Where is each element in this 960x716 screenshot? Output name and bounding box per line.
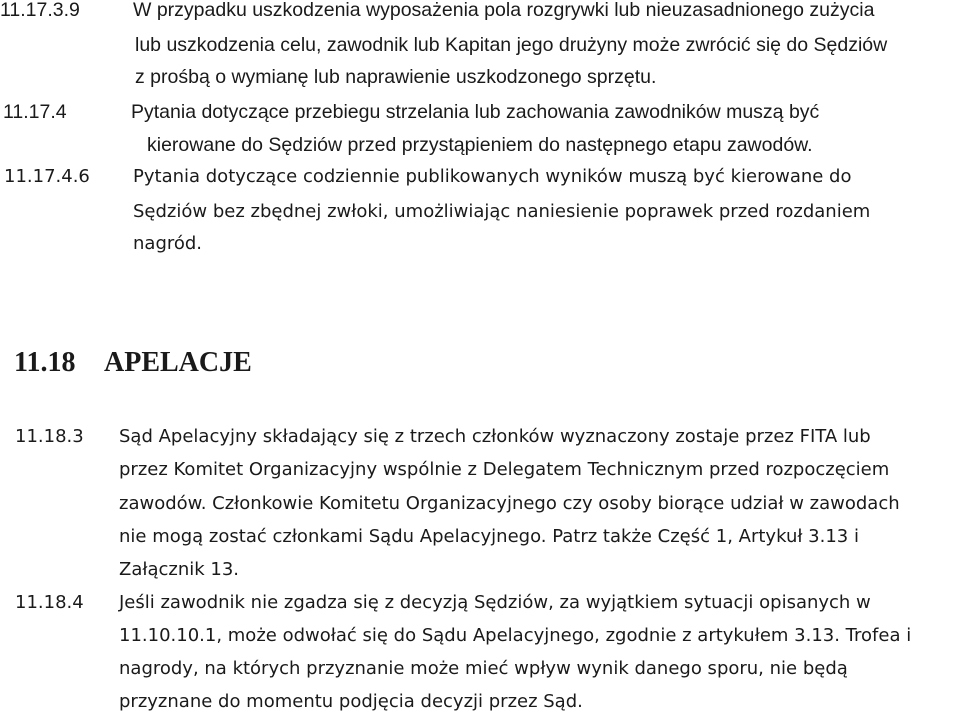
paragraph-line: nie mogą zostać członkami Sądu Apelacyjnego. Patrz także Część 1, Artykuł 3.13 i (119, 526, 859, 547)
paragraph-line: przyznane do momentu podjęcia decyzji przez Sąd. (119, 691, 583, 712)
paragraph-line: Pytania dotyczące codziennie publikowanych wyników muszą być kierowane do (133, 166, 852, 187)
section-heading-title: APELACJE (104, 347, 252, 378)
section-heading-number: 11.18 (14, 347, 76, 378)
paragraph-line: zawodów. Członkowie Komitetu Organizacyjnego czy osoby biorące udział w zawodach (119, 493, 900, 514)
section-number: 11.17.3.9 (0, 0, 80, 21)
paragraph-line: 11.10.10.1, może odwołać się do Sądu Apelacyjnego, zgodnie z artykułem 3.13. Trofea i (119, 625, 912, 646)
section-number: 11.18.3 (15, 426, 84, 447)
paragraph-line: lub uszkodzenia celu, zawodnik lub Kapitan jego drużyny może zwrócić się do Sędziów (135, 34, 888, 56)
paragraph-line: nagród. (133, 233, 203, 254)
paragraph-line: przez Komitet Organizacyjny wspólnie z Delegatem Technicznym przed rozpoczęciem (119, 459, 890, 480)
section-number: 11.18.4 (15, 592, 84, 613)
section-number: 11.17.4 (3, 101, 67, 123)
paragraph-line: nagrody, na których przyznanie może mieć wpływ wynik danego sporu, nie będą (119, 658, 848, 679)
section-number: 11.17.4.6 (4, 166, 90, 187)
paragraph-line: Sędziów bez zbędnej zwłoki, umożliwiając naniesienie poprawek przed rozdaniem (133, 201, 871, 222)
paragraph-line: W przypadku uszkodzenia wyposażenia pola rozgrywki lub nieuzasadnionego zużycia (133, 0, 875, 21)
paragraph-line: kierowane do Sędziów przed przystąpieniem do następnego etapu zawodów. (147, 134, 813, 156)
paragraph-line: Załącznik 13. (119, 559, 240, 580)
paragraph-line: Pytania dotyczące przebiegu strzelania lub zachowania zawodników muszą być (131, 101, 820, 123)
paragraph-line: z prośbą o wymianę lub naprawienie uszkodzonego sprzętu. (135, 66, 657, 88)
paragraph-line: Jeśli zawodnik nie zgadza się z decyzją Sędziów, za wyjątkiem sytuacji opisanych w (119, 592, 871, 613)
paragraph-line: Sąd Apelacyjny składający się z trzech członków wyznaczony zostaje przez FITA lub (119, 426, 871, 447)
